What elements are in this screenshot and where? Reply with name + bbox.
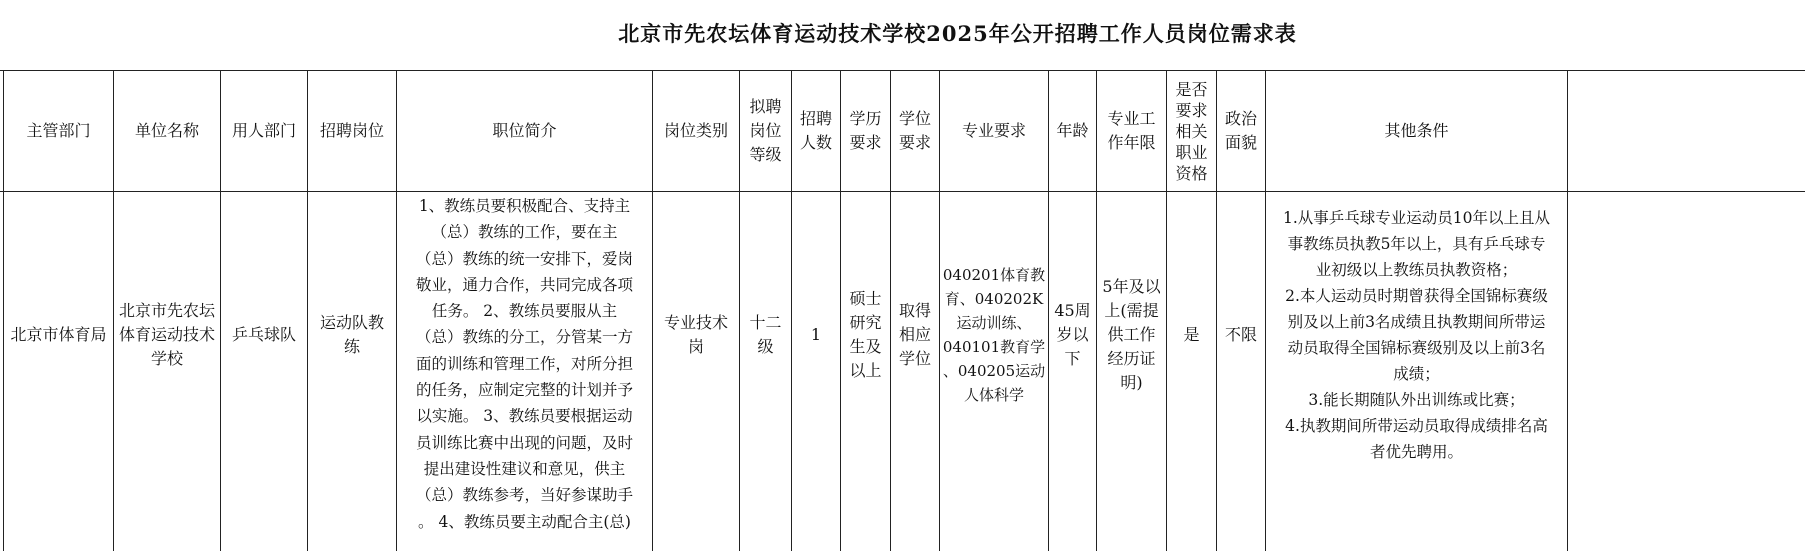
- other-line: 成绩；: [1393, 365, 1440, 383]
- cell-unit: 北京市先农坛 体育运动技术 学校: [118, 301, 215, 368]
- header-level: 拟聘 岗位 等级: [749, 97, 782, 164]
- cell-major: 040201体育教 育、040202K 运动训练、 040101教育学 、040205运动 人体科学: [942, 266, 1046, 404]
- other-line: 2.本人运动员时期曾获得全国锦标赛级: [1285, 287, 1548, 305]
- other-line: 3.能长期随队外出训练或比赛；: [1308, 391, 1525, 409]
- other-line: 别及以上前3名成绩且执教期间所带运: [1287, 313, 1546, 331]
- cell-intro: 1、教练员要积极配合、支持主 （总）教练的工作，要在主 （总）教练的统一安排下，爱岗 敬业，通力合作，共同完成各项 任务。 2、教练员要服从主 （总）教练的分工，分管某一方 面的训练和管理工作，对所分担 的任务，应制定完整的计划并予 以实施。 3、教练员要根据运动 员训练比赛中出现的问题，及时 提出建设性建议和意见，供主 （总）教练参考，当好参谋助手 。 4、教练员要主动配合主(总): [415, 197, 633, 531]
- cell-experience: 5年及以 上(需提 供工作 经历证 明): [1102, 277, 1161, 392]
- cell-education: 硕士 研究 生及 以上: [849, 289, 882, 380]
- other-line: 动员取得全国锦标赛级别及以上前3名: [1287, 339, 1546, 357]
- cell-other: [1266, 192, 1567, 478]
- header-political: 政治 面貌: [1224, 109, 1257, 152]
- other-line: 1.从事乒乓球专业运动员10年以上且从: [1282, 209, 1550, 227]
- other-line: 者优先聘用。: [1369, 443, 1463, 461]
- header-unit: 单位名称: [134, 121, 199, 140]
- other-line: 4.执教期间所带运动员取得成绩排名高: [1285, 417, 1548, 435]
- cell-category: 专业技术 岗: [663, 313, 728, 356]
- header-major: 专业要求: [961, 121, 1026, 140]
- header-category: 岗位类别: [663, 121, 728, 140]
- header-count: 招聘 人数: [799, 109, 832, 152]
- cell-political: 不限: [1224, 325, 1257, 344]
- header-qualification: 是否 要求 相关 职业 资格: [1175, 79, 1208, 183]
- cell-employer: 乒乓球队: [231, 325, 296, 344]
- cell-position: 运动队教 练: [319, 313, 384, 356]
- cell-dept: 北京市体育局: [10, 325, 107, 344]
- header-age: 年龄: [1056, 121, 1089, 140]
- cell-qualification: 是: [1183, 325, 1200, 344]
- document-title: 北京市先农坛体育运动技术学校2025年公开招聘工作人员岗位需求表: [618, 21, 1297, 46]
- header-position: 招聘岗位: [319, 121, 384, 140]
- header-education: 学历 要求: [849, 109, 882, 152]
- header-dept: 主管部门: [26, 121, 91, 140]
- cell-level: 十二 级: [749, 313, 782, 356]
- header-degree: 学位 要求: [898, 109, 931, 152]
- cell-degree: 取得 相应 学位: [898, 301, 931, 368]
- header-intro: 职位简介: [492, 121, 557, 140]
- other-line: 业初级以上教练员执教资格；: [1315, 261, 1518, 279]
- header-experience: 专业工 作年限: [1107, 109, 1156, 152]
- other-line: 事教练员执教5年以上，具有乒乓球专: [1287, 235, 1546, 253]
- header-other: 其他条件: [1384, 121, 1449, 140]
- col-divider: [1567, 70, 1568, 551]
- cell-count: 1: [810, 325, 822, 344]
- cell-age: 45周 岁以 下: [1054, 301, 1091, 368]
- header-employer: 用人部门: [231, 121, 296, 140]
